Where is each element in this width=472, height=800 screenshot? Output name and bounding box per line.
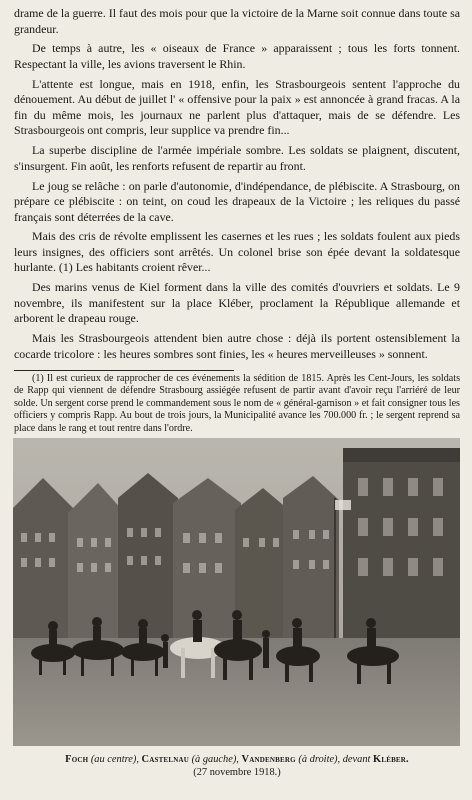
paragraph: L'attente est longue, mais en 1918, enfin, les Strasbourgeois sentent l'approche du dénouement. Au début de juillet l' « offensive pour la paix » est annoncée à grand fracas. A la fin du même mois, les journaux ne parlent plus d'attaquer, mais de se défendre. Les Strasbourgeois ont compris, leur supplice va prendre fin... — [14, 76, 460, 138]
article-body — [14, 6, 460, 367]
caption-vandenberg: Vandenberg — [241, 754, 296, 765]
caption-castelnau-note: (à gauche), — [191, 754, 239, 765]
footnote-text: (1) Il est curieux de rapprocher de ces événements la sédition de 1815. Après les Cent-Jours, les soldats de Rapp qui viennent de défendre Strasbourg assiégée refusent de partir avant d'avoir reçu l'arriéré de leur solde. Un sergent corse prend le commandement sous le nom de « général-garnison » et fait consigner tous les officiers y compris Rapp. Au bout de trois jours, la Municipalité avance les 700.000 fr. ; le sergent reprend sa place dans le rang et tout rentre dans l'ordre. — [14, 373, 460, 434]
paragraph: De temps à autre, les « oiseaux de France » apparaissent ; tous les forts tonnent. Respectant la ville, les avions traversent le Rhin. — [14, 41, 460, 71]
paragraph: Le joug se relâche : on parle d'autonomie, d'indépendance, de plébiscite. A Strasbourg, on prépare ce plébiscite : on teint, on coud les drapeaux de la Victoire ; les reliques du passé français sont déterrées de la cave. — [14, 178, 460, 224]
photo-illustration — [13, 438, 460, 746]
paragraph: La superbe discipline de l'armée impériale sombre. Les soldats se plaignent, discutent, s'insurgent. Fin août, les renforts refusent de repartir au front. — [14, 143, 460, 173]
caption-devant: devant — [342, 754, 371, 765]
right-building — [335, 448, 460, 648]
paragraph: Mais des cris de révolte emplissent les casernes et les rues ; les soldats foulent aux pieds leurs insignes, des officiers sont arrêtés. Un colonel brise son épée devant la soldatesque hurlante. (1) Les habitants croient rêver... — [14, 229, 460, 275]
caption-vandenberg-note: (à droite), — [298, 754, 341, 765]
caption-foch-note: (au centre), — [90, 754, 139, 765]
caption-date: (27 novembre 1918.) — [193, 766, 281, 778]
paragraph: Des marins venus de Kiel forment dans la ville des comités d'ouvriers et soldats. Le 9 novembre, ils manifestent sur la place Kléber, proclament la République allemande et arborent le drapeau rouge. — [14, 280, 460, 326]
footnote — [14, 373, 460, 435]
caption-castelnau: Castelnau — [141, 754, 189, 765]
footnote-rule — [14, 370, 234, 371]
historical-photograph — [13, 438, 460, 746]
caption-line-1 — [14, 754, 460, 767]
paragraph: Mais les Strasbourgeois attendent bien autre chose : déjà ils portent ostensiblement la cocarde tricolore : les heures sombres sont finies, les « heures merveilleuses » sonnent. — [14, 331, 460, 361]
caption-kleber: Kléber. — [373, 754, 409, 765]
left-houses — [13, 473, 339, 638]
photo-caption — [14, 754, 460, 779]
caption-foch: Foch — [65, 754, 89, 765]
paragraph: drame de la guerre. Il faut des mois pour que la victoire de la Marne soit connue dans toute sa grandeur. — [14, 6, 460, 36]
